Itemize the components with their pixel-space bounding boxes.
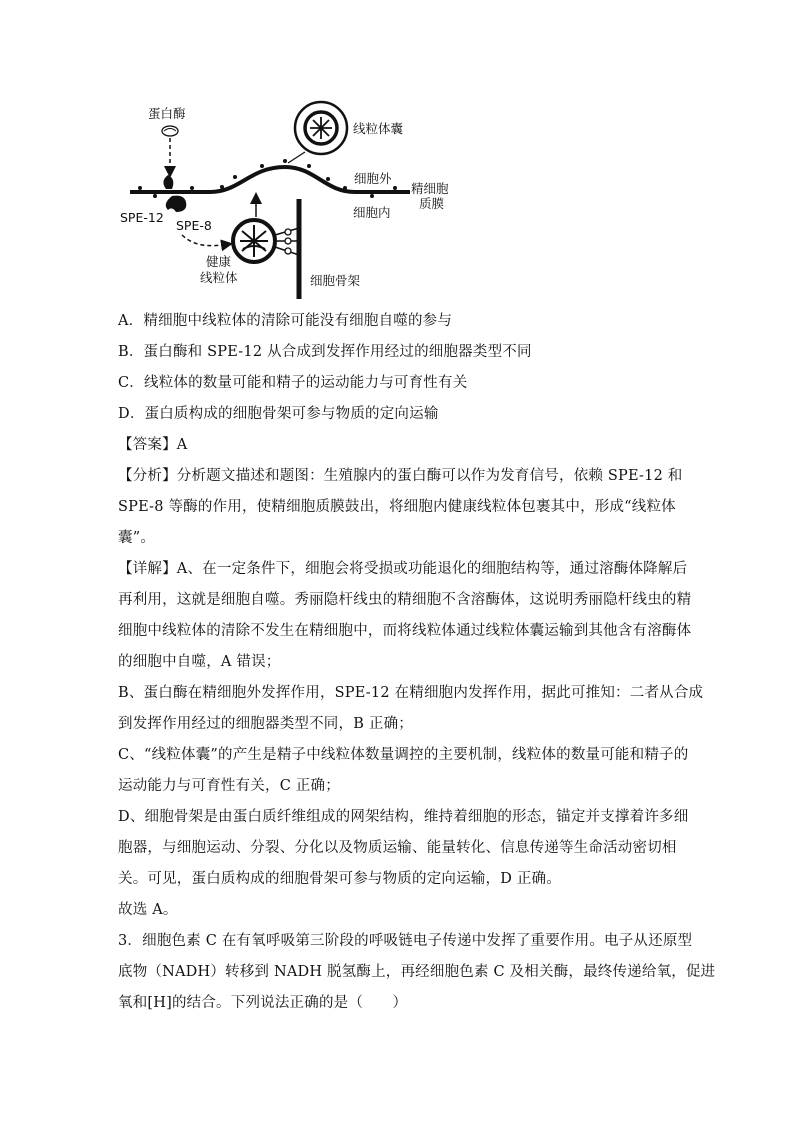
label-spe12: SPE-12 — [120, 210, 164, 225]
option-c: C．线粒体的数量可能和精子的运动能力与可育性有关 — [118, 375, 468, 391]
question3-line: 3．细胞色素 C 在有氧呼吸第三阶段的呼吸链电子传递中发挥了重要作用。电子从还原型 — [118, 933, 693, 949]
label-inside: 细胞内 — [353, 205, 391, 220]
detail-line: C、“线粒体囊”的产生是精子中线粒体数量调控的主要机制，线粒体的数量可能和精子的 — [118, 747, 689, 763]
question-content — [118, 306, 716, 1019]
motor-proteins — [285, 229, 291, 254]
analysis-line: 【分析】分析题文描述和题图：生殖腺内的蛋白酶可以作为发育信号，依赖 SPE-12 和 — [118, 468, 683, 484]
label-cytoskeleton: 细胞骨架 — [310, 273, 361, 288]
detail-line: 故选 A。 — [118, 902, 178, 918]
detail-line: 胞器，与细胞运动、分裂、分化以及物质运输、能量转化、信息传递等生命活动密切相 — [118, 840, 677, 856]
detail-line: 关。可见，蛋白质构成的细胞骨架可参与物质的定向运输，D 正确。 — [118, 871, 561, 887]
answer: 【答案】A — [118, 437, 188, 453]
question3-line: 底物（NADH）转移到 NADH 脱氢酶上，再经细胞色素 C 及相关酶，最终传递给氧，促进 — [118, 964, 716, 980]
capsule-pointer-line — [288, 152, 305, 163]
detail-line: B、蛋白酶在精细胞外发挥作用，SPE-12 在精细胞内发挥作用，据此可推知：二者从合成 — [118, 685, 704, 701]
detail-line: 再利用，这就是细胞自噬。秀丽隐杆线虫的精细胞不含溶酶体，这说明秀丽隐杆线虫的精 — [118, 592, 692, 608]
label-sperm-membrane-2: 质膜 — [419, 196, 445, 211]
diagram-svg — [110, 95, 470, 310]
label-protease: 蛋白酶 — [148, 106, 186, 121]
label-healthy-1: 健康 — [206, 254, 232, 269]
option-d: D．蛋白质构成的细胞骨架可参与物质的定向运输 — [118, 406, 439, 422]
label-healthy-2: 线粒体 — [200, 270, 238, 285]
analysis-line: 囊”。 — [118, 530, 156, 546]
option-a: A．精细胞中线粒体的清除可能没有细胞自噬的参与 — [118, 313, 453, 329]
detail-line: 运动能力与可育性有关，C 正确； — [118, 778, 340, 794]
detail-line: D、细胞骨架是由蛋白质纤维组成的网架结构，维持着细胞的形态，锚定并支撑着许多细 — [118, 809, 689, 825]
analysis-line: SPE-8 等酶的作用，使精细胞质膜鼓出，将细胞内健康线粒体包裹其中，形成“线粒体 — [118, 499, 676, 515]
spe12-receptor — [163, 175, 173, 189]
spe8-arrow — [182, 235, 230, 246]
question3-line: 氧和[H]的结合。下列说法正确的是（ ） — [118, 995, 408, 1011]
healthy-mitochondrion — [233, 220, 275, 262]
detail-line: 的细胞中自噬，A 错误； — [118, 654, 281, 670]
label-mito-capsule: 线粒体囊 — [353, 121, 404, 136]
detail-line: 到发挥作用经过的细胞器类型不同，B 正确； — [118, 716, 413, 732]
mitochondrial-capsule — [295, 102, 347, 154]
label-outside: 细胞外 — [354, 171, 392, 186]
diagram-mitochondria-capsule — [110, 95, 470, 310]
option-b: B．蛋白酶和 SPE-12 从合成到发挥作用经过的细胞器类型不同 — [118, 344, 532, 360]
spe8-enzyme — [166, 196, 187, 212]
detail-line: 【详解】A、在一定条件下，细胞会将受损或功能退化的细胞结构等，通过溶酶体降解后 — [118, 561, 688, 577]
label-sperm-membrane-1: 精细胞 — [411, 181, 449, 196]
label-spe8: SPE-8 — [176, 218, 212, 233]
detail-line: 细胞中线粒体的清除不发生在精细胞中，而将线粒体通过线粒体囊运输到其他含有溶酶体 — [118, 623, 692, 639]
